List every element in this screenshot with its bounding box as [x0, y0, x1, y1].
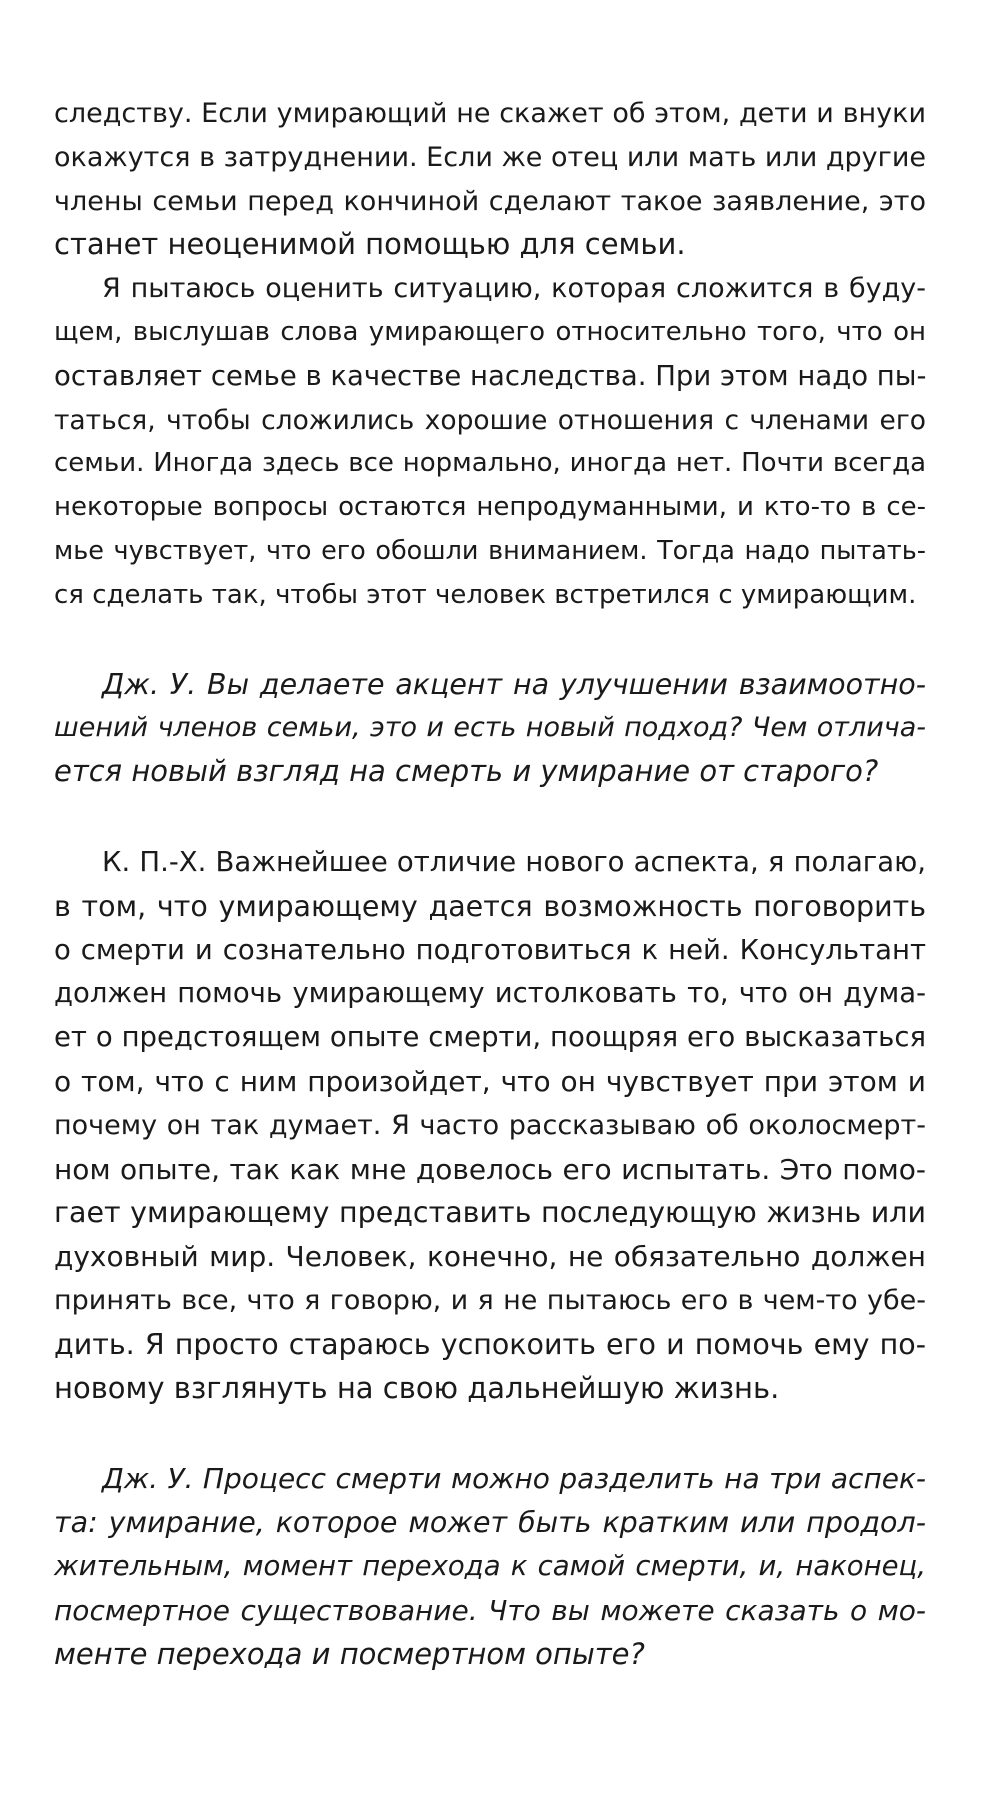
text-line: следству. Если умирающий не скажет об этом, дети и внуки [54, 98, 926, 129]
paragraph-spacer [54, 1410, 926, 1457]
text-line: ном опыте, так как мне довелось его испытать. Это помо- [54, 1152, 926, 1186]
interviewer-question-new-approach [54, 663, 926, 794]
text-line: посмертное существование. Что вы можете сказать о мо- [54, 1593, 926, 1627]
paragraph-spacer [54, 794, 926, 841]
text-line: окажутся в затруднении. Если же отец или мать или другие [54, 141, 926, 173]
text-line: жительным, момент перехода к самой смерти, и, наконец, [54, 1549, 926, 1582]
text-line: в том, что умирающему дается возможность поговорить [54, 889, 926, 923]
text-line: Дж. У. Вы делаете акцент на улучшении взаимоотно- [102, 667, 926, 701]
text-line: менте перехода и посмертном опыте? [54, 1636, 645, 1671]
text-line: К. П.-Х. Важнейшее отличие нового аспекта, я полагаю, [102, 845, 926, 878]
text-line: ется новый взгляд на смерть и умирание от старого? [54, 754, 879, 789]
text-line: Дж. У. Процесс смерти можно разделить на три аспек- [102, 1462, 926, 1496]
text-line: та: умирание, которое может быть кратким или продол- [54, 1506, 926, 1540]
text-line: духовный мир. Человек, конечно, не обязательно должен [54, 1240, 926, 1274]
interviewee-answer-new-aspect [54, 841, 926, 1410]
text-line: члены семьи перед кончиной сделают такое заявление, это [54, 185, 926, 217]
text-line: шений членов семьи, это и есть новый подход? Чем отлича- [54, 712, 926, 744]
text-line: дить. Я просто стараюсь успокоить его и помочь ему по- [54, 1327, 926, 1361]
text-line: ся сделать так, чтобы этот человек встретился с умирающим. [54, 579, 917, 610]
page-text [54, 92, 926, 1676]
text-line: таться, чтобы сложились хорошие отношения с членами его [54, 404, 926, 436]
text-line: мье чувствует, что его обошли вниманием. Тогда надо пытать- [54, 535, 926, 566]
text-line: семьи. Иногда здесь все нормально, иногда нет. Почти всегда [54, 448, 926, 479]
interviewer-question-death-process [54, 1457, 926, 1676]
text-line: новому взглянуть на свою дальнейшую жизнь. [54, 1370, 780, 1405]
text-line: оставляет семье в качестве наследства. При этом надо пы- [54, 359, 927, 392]
text-line: ет о предстоящем опыте смерти, поощряя его высказаться [54, 1021, 926, 1054]
paragraph-inheritance-continuation [54, 92, 926, 267]
paragraph-spacer [54, 618, 926, 663]
text-line: Я пытаюсь оценить ситуацию, которая сложится в буду- [102, 273, 926, 305]
text-line: станет неоценимой помощью для семьи. [54, 227, 686, 262]
text-line: о том, что с ним произойдет, что он чувствует при этом и [54, 1064, 926, 1098]
text-line: гает умирающему представить последующую жизнь или [54, 1196, 926, 1230]
text-line: некоторые вопросы остаются непродуманными, и кто-то в се- [54, 492, 926, 523]
paragraph-assessing-situation [54, 267, 926, 617]
text-line: принять все, что я говорю, и я не пытаюсь его в чем-то убе- [54, 1284, 926, 1316]
text-line: почему он так думает. Я часто рассказываю об околосмерт- [54, 1109, 926, 1141]
text-line: должен помочь умирающему истолковать то, что он дума- [54, 977, 926, 1010]
text-line: щем, выслушав слова умирающего относительно того, что он [54, 316, 926, 347]
text-line: о смерти и сознательно подготовиться к ней. Консультант [54, 933, 926, 966]
